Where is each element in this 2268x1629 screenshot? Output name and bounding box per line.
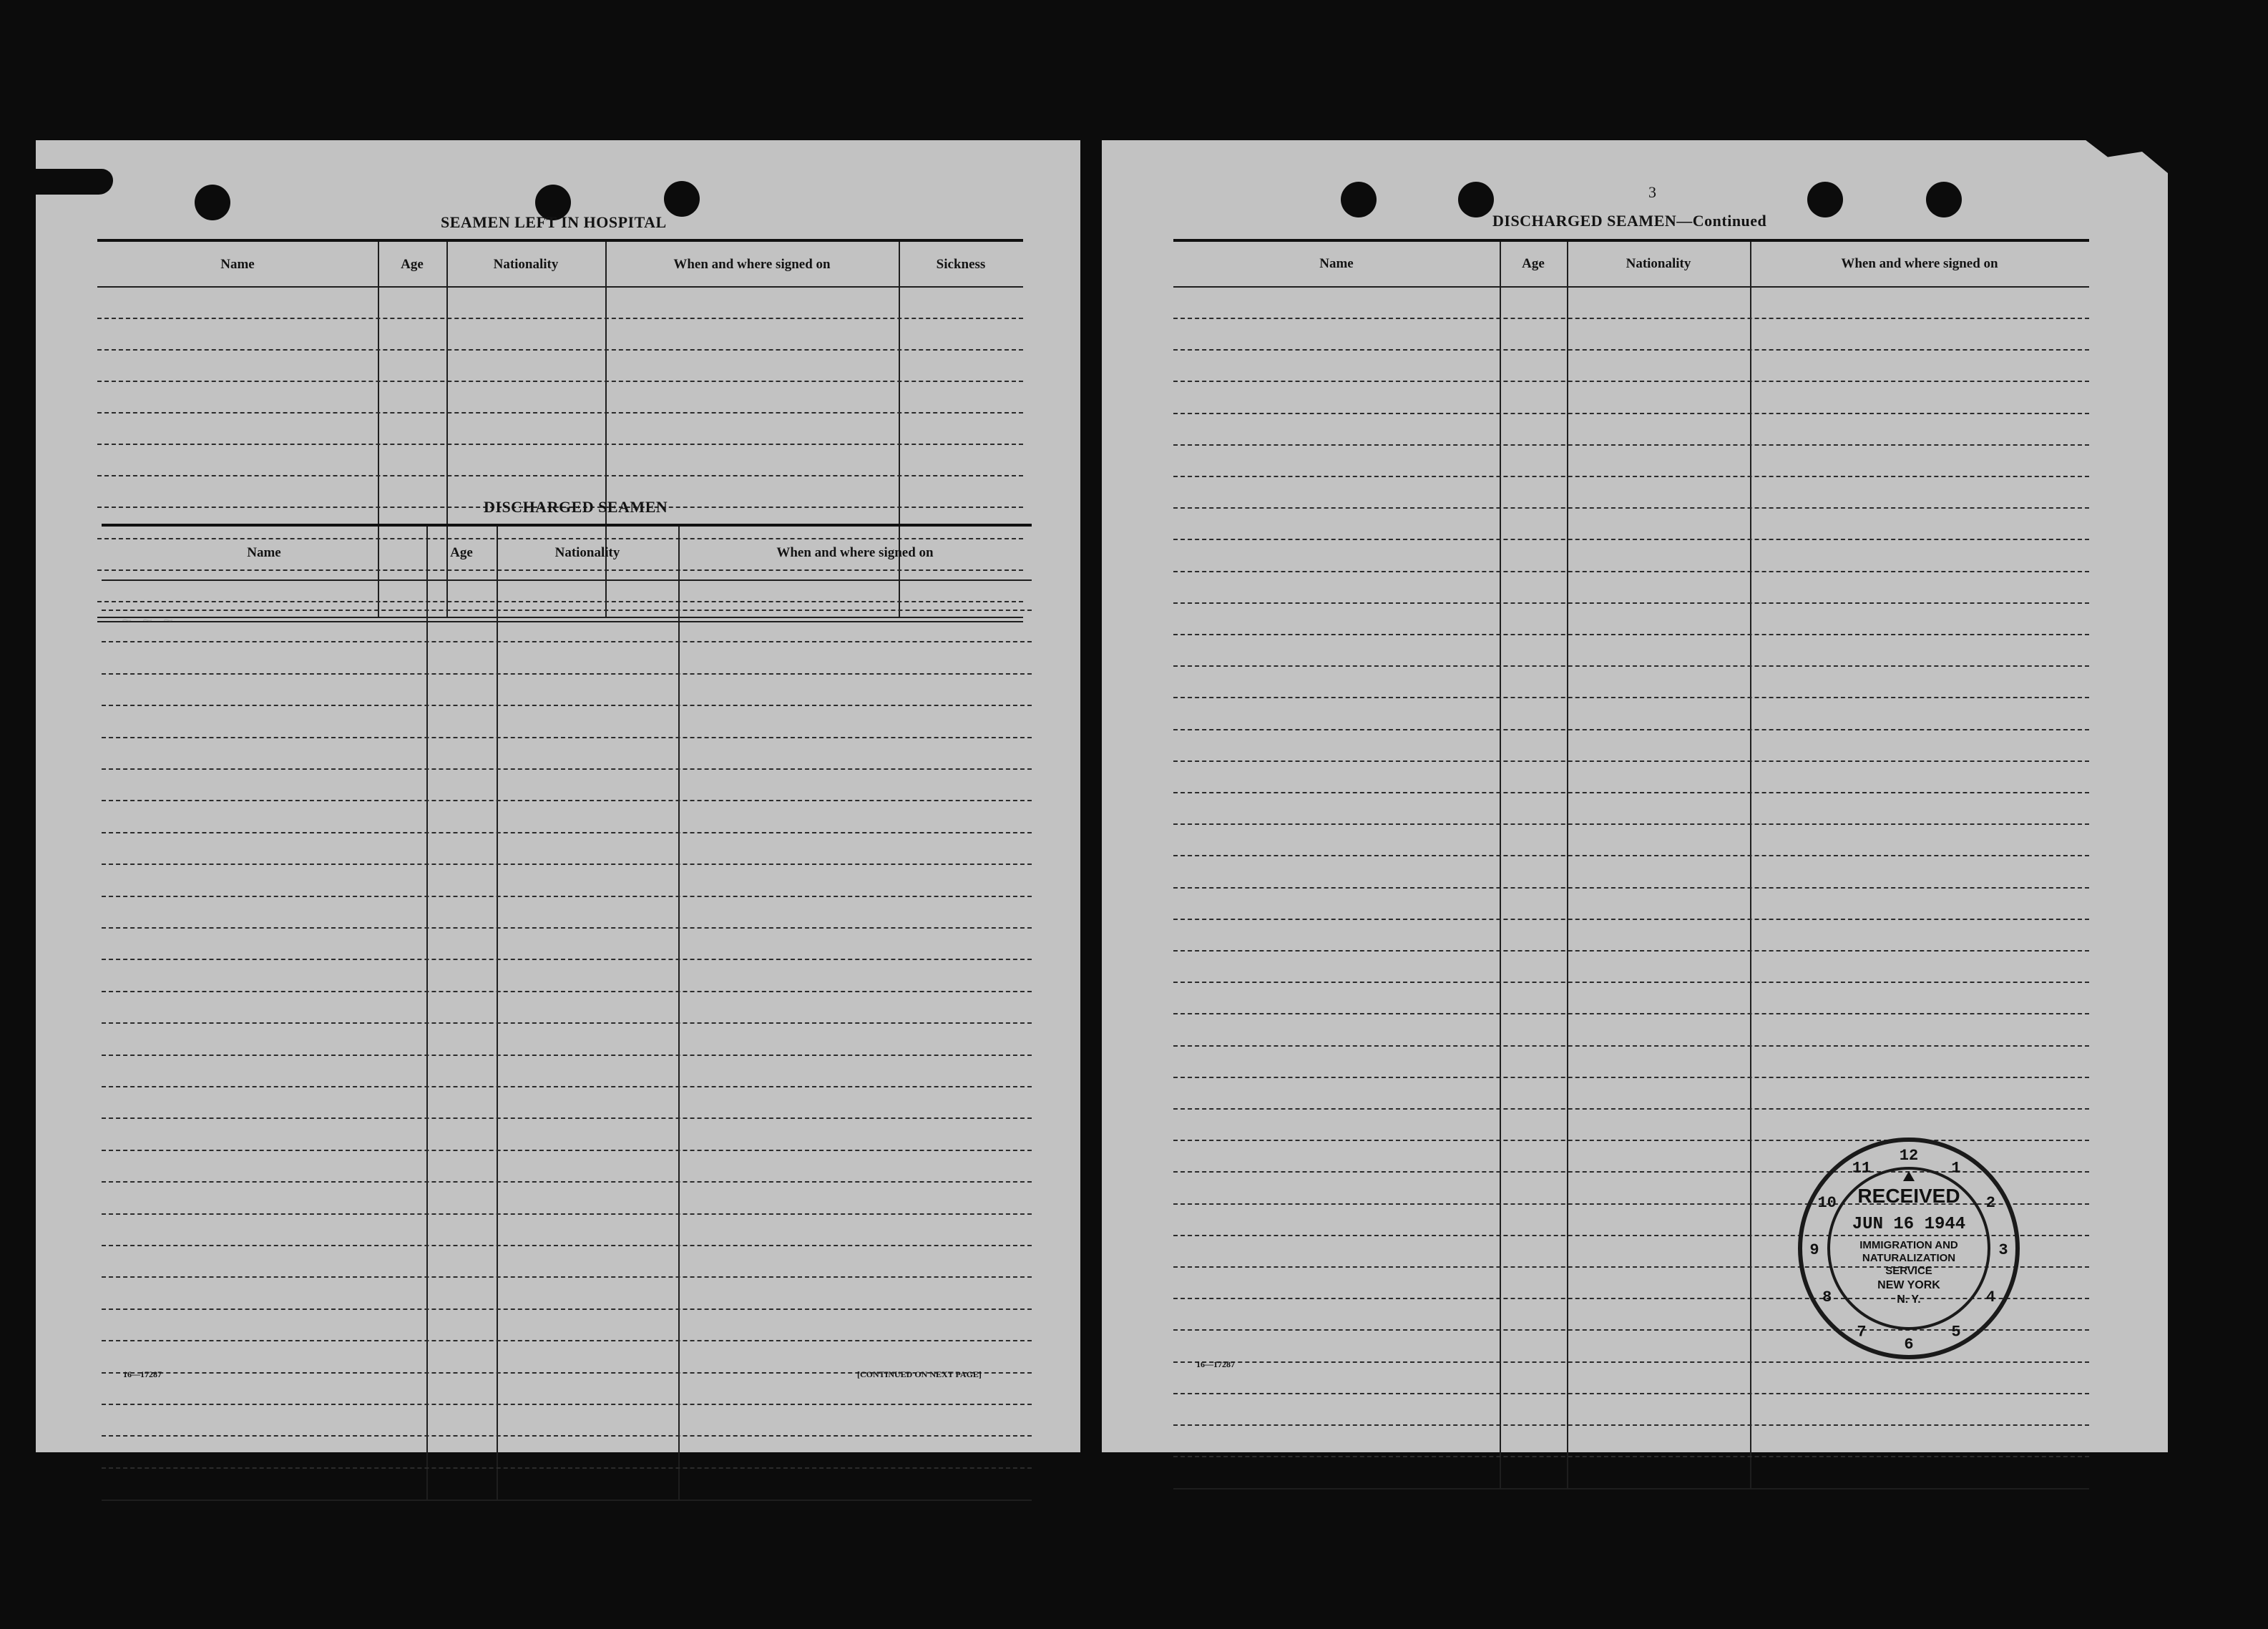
entry-line — [1173, 887, 2089, 889]
table-bottom-rule — [1173, 1488, 2089, 1489]
entry-line — [97, 569, 1023, 571]
entry-line — [97, 444, 1023, 445]
column-divider — [1567, 242, 1568, 1489]
stamp-agency-line3: SERVICE — [1885, 1265, 1932, 1277]
hospital-col-signed-on: When and where signed on — [673, 257, 831, 272]
entry-line — [1173, 413, 2089, 414]
entry-line — [1173, 349, 2089, 351]
entry-line — [102, 1467, 1032, 1469]
table-bottom-rule — [97, 617, 1023, 618]
entry-line — [102, 1340, 1032, 1341]
left-page — [36, 140, 1080, 1452]
entry-line — [1173, 571, 2089, 572]
stamp-clock-number: 8 — [1822, 1288, 1832, 1306]
punch-hole — [1458, 182, 1494, 217]
hospital-col-age: Age — [401, 257, 424, 272]
stamp-city: NEW YORK — [1877, 1279, 1940, 1291]
stamp-clock-number: 10 — [1817, 1194, 1837, 1212]
entry-line — [1173, 855, 2089, 856]
stamp-clock-number: 11 — [1852, 1159, 1872, 1178]
entry-line — [97, 601, 1023, 602]
torn-corner — [2082, 137, 2168, 173]
entry-line — [102, 1276, 1032, 1278]
entry-line — [102, 768, 1032, 770]
entry-line — [1173, 1045, 2089, 1047]
entry-line — [102, 1404, 1032, 1405]
continued-note: [CONTINUED ON NEXT PAGE] — [857, 1369, 982, 1379]
entry-line — [1173, 792, 2089, 793]
entry-line — [102, 1055, 1032, 1056]
entry-line — [1173, 507, 2089, 509]
entry-line — [102, 991, 1032, 992]
discharged-continued-title: DISCHARGED SEAMEN—Continued — [1492, 212, 1767, 230]
entry-line — [1173, 602, 2089, 604]
continued-col-signed-on: When and where signed on — [1841, 256, 1998, 271]
entry-line — [1173, 381, 2089, 382]
entry-line — [1173, 823, 2089, 825]
entry-line — [1173, 919, 2089, 920]
stamp-clock-number: 3 — [1998, 1241, 2008, 1259]
discharged-col-signed-on: When and where signed on — [776, 545, 934, 560]
column-divider — [605, 242, 607, 618]
discharged-col-name: Name — [247, 545, 281, 560]
entry-line — [102, 832, 1032, 833]
entry-line — [102, 610, 1032, 611]
punch-hole — [1926, 182, 1962, 217]
stamp-arrow-icon — [1903, 1171, 1915, 1181]
entry-line — [1173, 665, 2089, 667]
entry-line — [102, 737, 1032, 738]
entry-line — [1173, 1077, 2089, 1078]
column-divider — [1750, 242, 1751, 1489]
entry-line — [1173, 1424, 2089, 1426]
stamp-clock-number: 7 — [1857, 1323, 1867, 1341]
entry-line — [1173, 697, 2089, 698]
entry-line — [1173, 444, 2089, 446]
entry-line — [1173, 982, 2089, 983]
header-rule — [102, 579, 1032, 581]
continued-col-nationality: Nationality — [1626, 256, 1691, 271]
discharged-col-nationality: Nationality — [554, 545, 620, 560]
table-top-rule — [1173, 239, 2089, 242]
stamp-clock-number: 6 — [1904, 1336, 1914, 1354]
page-number: 3 — [1648, 183, 1656, 201]
entry-line — [102, 896, 1032, 897]
entry-line — [1173, 1013, 2089, 1014]
entry-line — [102, 1022, 1032, 1024]
entry-line — [102, 1213, 1032, 1215]
column-divider — [899, 242, 900, 618]
column-divider — [1500, 242, 1501, 1489]
entry-line — [97, 538, 1023, 539]
stamp-state: N. Y. — [1897, 1293, 1921, 1306]
entry-line — [102, 864, 1032, 865]
stamp-clock-number: 12 — [1899, 1147, 1919, 1165]
stamp-clock-number: 1 — [1951, 1159, 1961, 1178]
stamp-date: JUN 16 1944 — [1852, 1215, 1966, 1234]
discharged-col-age: Age — [450, 545, 473, 560]
stamp-received-text: RECEIVED — [1857, 1185, 1960, 1207]
entry-line — [1173, 950, 2089, 952]
entry-line — [102, 1117, 1032, 1119]
entry-line — [102, 959, 1032, 960]
entry-line — [97, 412, 1023, 414]
stamp-clock-number: 2 — [1985, 1194, 1995, 1212]
entry-line — [1173, 634, 2089, 635]
punch-hole — [664, 181, 700, 217]
header-rule — [1173, 286, 2089, 288]
entry-line — [97, 381, 1023, 382]
entry-line — [1173, 318, 2089, 319]
entry-line — [102, 705, 1032, 706]
discharged-section-title: DISCHARGED SEAMEN — [484, 498, 668, 516]
punch-hole — [1807, 182, 1843, 217]
stamp-clock-number: 4 — [1985, 1288, 1995, 1306]
table-bottom-rule — [97, 621, 1023, 622]
entry-line — [1173, 729, 2089, 730]
entry-line — [1173, 539, 2089, 540]
form-number: 16—17287 — [123, 1369, 162, 1379]
entry-line — [1173, 1108, 2089, 1110]
entry-line — [97, 318, 1023, 319]
stamp-clock-number: 9 — [1809, 1241, 1819, 1259]
entry-line — [102, 1245, 1032, 1246]
punch-hole — [1341, 182, 1377, 217]
column-divider — [446, 242, 448, 618]
entry-line — [102, 1086, 1032, 1087]
entry-line — [1173, 1393, 2089, 1394]
entry-line — [102, 1308, 1032, 1310]
entry-line — [1173, 1456, 2089, 1457]
torn-corner — [34, 169, 113, 195]
entry-line — [102, 800, 1032, 801]
continued-col-name: Name — [1319, 256, 1354, 271]
entry-line — [1173, 476, 2089, 477]
entry-line — [1173, 760, 2089, 762]
column-divider — [378, 242, 379, 618]
table-top-rule — [102, 524, 1032, 527]
hospital-col-nationality: Nationality — [493, 257, 559, 272]
entry-line — [102, 641, 1032, 642]
hospital-section-title: SEAMEN LEFT IN HOSPITAL — [441, 213, 667, 231]
entry-line — [97, 475, 1023, 476]
entry-line — [102, 1150, 1032, 1151]
stamp-agency-line2: NATURALIZATION — [1862, 1252, 1956, 1264]
continued-col-age: Age — [1522, 256, 1545, 271]
entry-line — [102, 1181, 1032, 1183]
hospital-col-name: Name — [220, 257, 255, 272]
entry-line — [102, 1435, 1032, 1437]
stamp-clock-number: 5 — [1951, 1323, 1961, 1341]
bleed-through-marks: ~ ~ ~ — [122, 612, 174, 632]
hospital-col-sickness: Sickness — [936, 257, 986, 272]
entry-line — [102, 927, 1032, 929]
punch-hole — [195, 185, 230, 220]
entry-line — [102, 673, 1032, 675]
stamp-agency-line1: IMMIGRATION AND — [1859, 1239, 1958, 1251]
table-bottom-rule — [102, 1500, 1032, 1501]
table-top-rule — [97, 239, 1023, 242]
received-stamp — [1794, 1134, 2023, 1363]
form-number: 16—17287 — [1196, 1359, 1235, 1369]
header-rule — [97, 286, 1023, 288]
entry-line — [97, 349, 1023, 351]
